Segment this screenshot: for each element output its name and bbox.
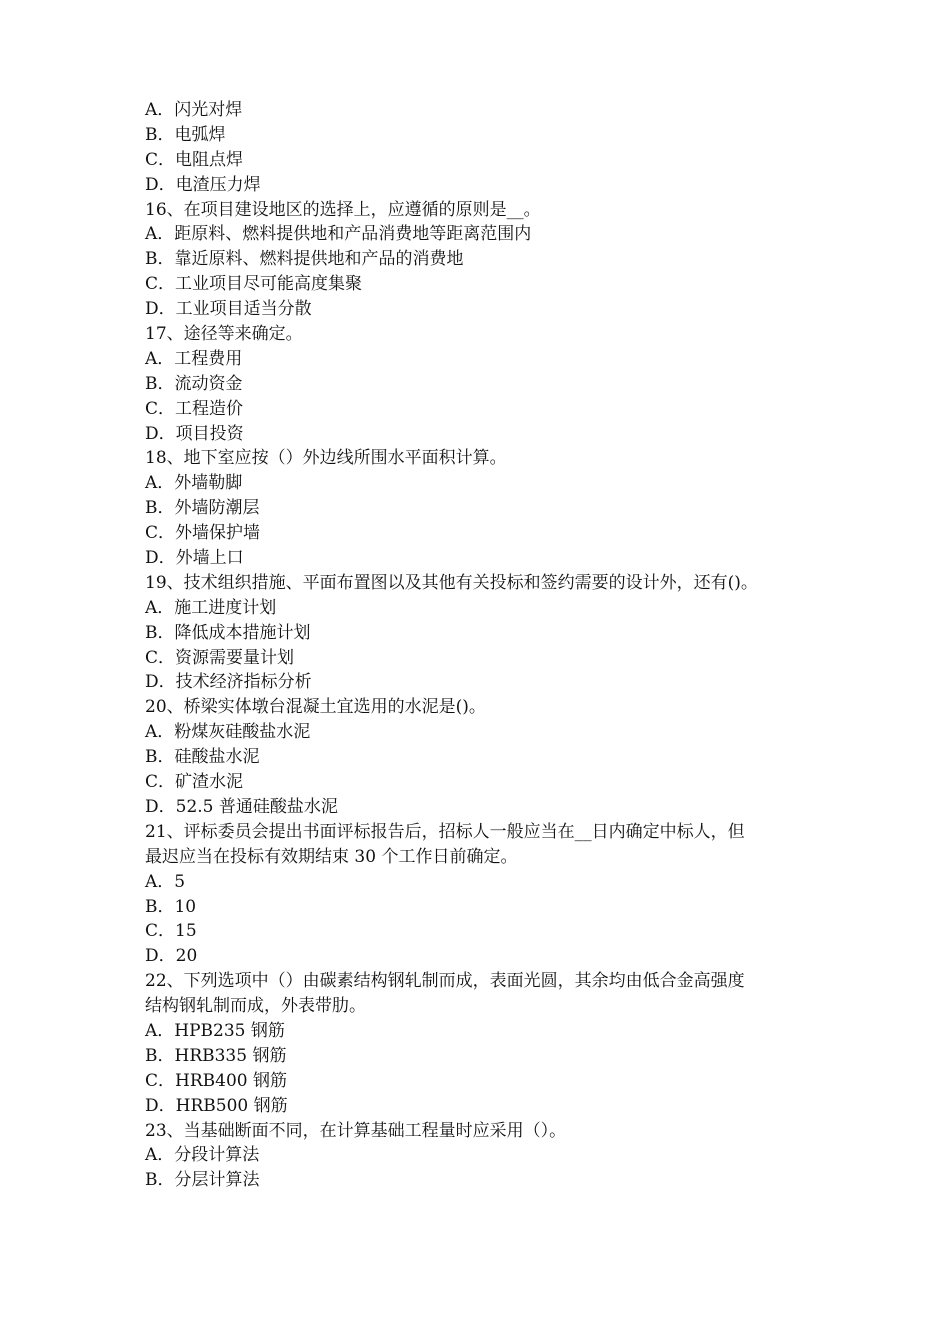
document-body <box>145 98 835 1193</box>
answer-option: C．资源需要量计划 <box>145 647 295 668</box>
answer-option: D．20 <box>145 946 198 967</box>
answer-option: B．靠近原料、燃料提供地和产品的消费地 <box>145 249 464 270</box>
answer-option: A．施工进度计划 <box>145 597 277 618</box>
answer-option: B．外墙防潮层 <box>145 498 260 519</box>
answer-option: D．工业项目适当分散 <box>145 299 312 320</box>
answer-option: C．外墙保护墙 <box>145 523 261 544</box>
answer-option: A．HPB235 钢筋 <box>145 1020 285 1041</box>
answer-option: C．工业项目尽可能高度集聚 <box>145 274 363 295</box>
answer-option: C．工程造价 <box>145 398 244 419</box>
answer-option: D．HRB500 钢筋 <box>145 1095 288 1116</box>
answer-option: A．距原料、燃料提供地和产品消费地等距离范围内 <box>145 224 532 245</box>
answer-option: C．矿渣水泥 <box>145 772 244 793</box>
question-text: 23、当基础断面不同，在计算基础工程量时应采用（）。 <box>145 1120 567 1141</box>
answer-option: A．粉煤灰硅酸盐水泥 <box>145 722 311 743</box>
answer-option: A．闪光对焊 <box>145 100 243 120</box>
question-text: 20、桥梁实体墩台混凝土宜选用的水泥是()。 <box>145 697 486 718</box>
question-text: 最迟应当在投标有效期结束 30 个工作日前确定。 <box>145 846 518 867</box>
answer-option: A．外墙勒脚 <box>145 473 243 494</box>
question-text: 16、在项目建设地区的选择上，应遵循的原则是__。 <box>145 199 541 220</box>
answer-option: D．电渣压力焊 <box>145 174 261 195</box>
question-text: 结构钢轧制而成，外表带肋。 <box>145 996 366 1017</box>
question-text: 18、地下室应按（）外边线所围水平面积计算。 <box>145 448 507 469</box>
answer-option: A．5 <box>145 871 186 892</box>
answer-option: D．项目投资 <box>145 423 244 444</box>
answer-option: C．电阻点焊 <box>145 149 244 170</box>
answer-option: C．HRB400 钢筋 <box>145 1070 287 1091</box>
answer-option: A．分段计算法 <box>145 1145 260 1166</box>
answer-option: B．降低成本措施计划 <box>145 622 311 643</box>
answer-option: B．流动资金 <box>145 373 243 394</box>
answer-option: A．工程费用 <box>145 348 243 369</box>
answer-option: D．技术经济指标分析 <box>145 672 312 693</box>
answer-option: D．外墙上口 <box>145 548 244 569</box>
answer-option: B．分层计算法 <box>145 1170 260 1191</box>
answer-option: B．硅酸盐水泥 <box>145 747 260 768</box>
question-text: 17、途径等来确定。 <box>145 324 303 345</box>
answer-option: D．52.5 普通硅酸盐水泥 <box>145 796 338 817</box>
question-text: 21、评标委员会提出书面评标报告后，招标人一般应当在__日内确定中标人，但 <box>145 821 745 842</box>
answer-option: B．HRB335 钢筋 <box>145 1045 287 1066</box>
question-text: 19、技术组织措施、平面布置图以及其他有关投标和签约需要的设计外，还有()。 <box>145 572 758 593</box>
answer-option: B．10 <box>145 896 197 917</box>
answer-option: C．15 <box>145 921 197 942</box>
question-text: 22、下列选项中（）由碳素结构钢轧制而成，表面光圆，其余均由低合金高强度 <box>145 971 745 992</box>
answer-option: B．电弧焊 <box>145 124 226 145</box>
